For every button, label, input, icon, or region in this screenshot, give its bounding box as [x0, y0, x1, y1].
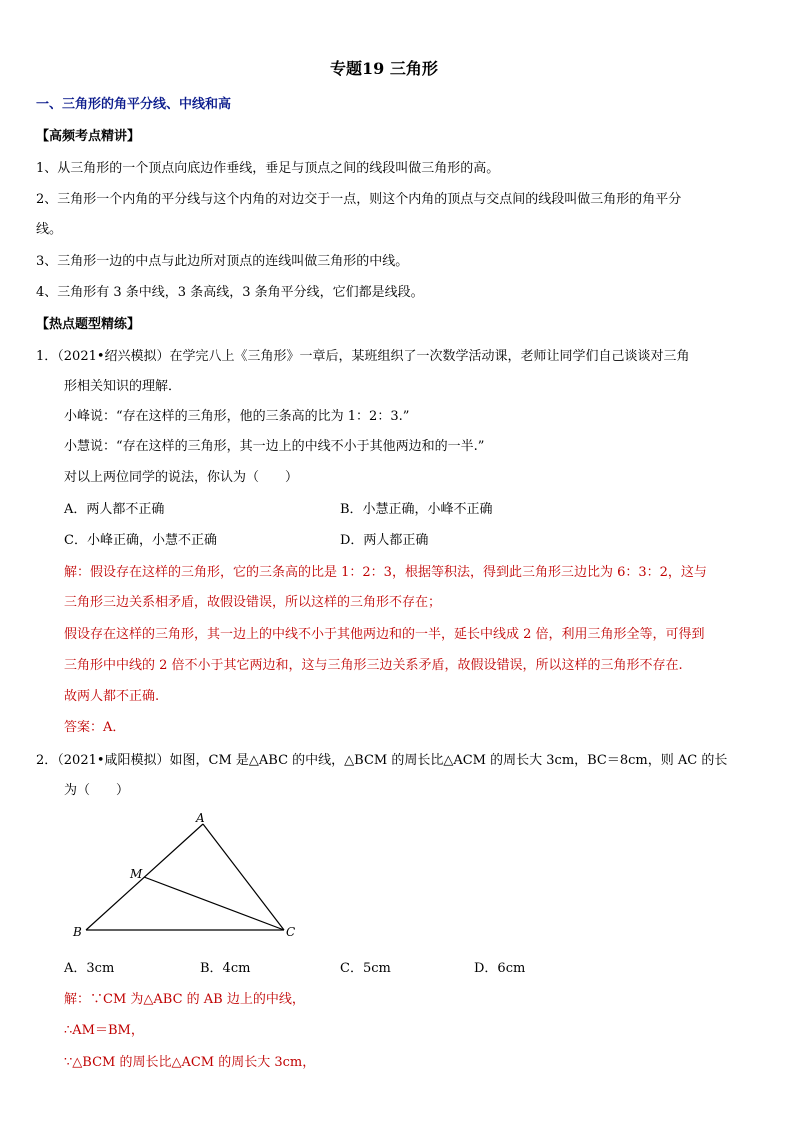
- q1-solution-3: 假设存在这样的三角形，其一边上的中线不小于其他两边和的一半，延长中线成 2 倍，利用三角形全等，可得到: [64, 627, 705, 642]
- q1-solution-5: 故两人都不正确.: [64, 689, 160, 704]
- q2-solution-1: 解：∵CM 为△ABC 的 AB 边上的中线，: [64, 992, 305, 1007]
- vertex-label-c: C: [286, 925, 296, 939]
- vertex-label-a: A: [196, 811, 205, 825]
- section-heading: 一、三角形的角平分线、中线和高: [36, 97, 232, 112]
- q2-option-a: A．3cm: [64, 961, 115, 976]
- q1-line-5: 对以上两位同学的说法，你认为（ ）: [64, 470, 299, 485]
- q1-solution-4: 三角形中中线的 2 倍不小于其它两边和，这与三角形三边关系矛盾，故假设错误，所以这样的三角形不存在.: [64, 658, 683, 673]
- vertex-label-m: M: [130, 867, 143, 881]
- vertex-label-b: B: [73, 925, 82, 939]
- q1-line-4: 小慧说：“存在这样的三角形，其一边上的中线不小于其他两边和的一半.”: [64, 439, 485, 454]
- q2-solution-3: ∵△BCM 的周长比△ACM 的周长大 3cm，: [64, 1055, 316, 1070]
- point-3: 3、三角形一边的中点与此边所对顶点的连线叫做三角形的中线。: [36, 254, 409, 269]
- points-heading: 【高频考点精讲】: [36, 129, 141, 144]
- point-2: 2、三角形一个内角的平分线与这个内角的对边交于一点，则这个内角的顶点与交点间的线段叫做三角形的角平分: [36, 192, 682, 207]
- q2-option-b: B．4cm: [200, 961, 251, 976]
- q2-solution-2: ∴AM＝BM，: [64, 1023, 144, 1038]
- q2-option-c: C．5cm: [340, 961, 391, 976]
- q1-option-d: D．两人都正确: [340, 533, 429, 548]
- q1-line-1: 1．（2021•绍兴模拟）在学完八上《三角形》一章后，某班组织了一次数学活动课，老师让同学们自己谈谈对三角: [36, 349, 690, 364]
- page-title: 专题19 三角形: [330, 59, 438, 78]
- practice-heading: 【热点题型精练】: [36, 317, 141, 332]
- q1-line-2: 形相关知识的理解．: [64, 379, 182, 394]
- q1-option-c: C．小峰正确，小慧不正确: [64, 533, 217, 548]
- q1-answer: 答案：A．: [64, 720, 126, 735]
- q1-solution-1: 解：假设存在这样的三角形，它的三条高的比是 1：2：3，根据等积法，得到此三角形三边比为 6：3：2，这与: [64, 565, 707, 580]
- q2-option-d: D．6cm: [474, 961, 526, 976]
- q1-option-b: B．小慧正确，小峰不正确: [340, 502, 493, 517]
- point-2-cont: 线。: [36, 222, 63, 237]
- q2-line-1: 2．（2021•咸阳模拟）如图，CM 是△ABC 的中线，△BCM 的周长比△ACM 的周长大 3cm，BC＝8cm，则 AC 的长: [36, 753, 728, 768]
- point-4: 4、三角形有 3 条中线，3 条高线，3 条角平分线，它们都是线段。: [36, 285, 424, 300]
- triangle-figure: [60, 810, 320, 940]
- q2-line-2: 为（ ）: [64, 783, 130, 798]
- q1-option-a: A．两人都不正确: [64, 502, 165, 517]
- q1-solution-2: 三角形三边关系相矛盾，故假设错误，所以这样的三角形不存在；: [64, 595, 442, 610]
- q1-line-3: 小峰说：“存在这样的三角形，他的三条高的比为 1：2：3.”: [64, 409, 410, 424]
- point-1: 1、从三角形的一个顶点向底边作垂线，垂足与顶点之间的线段叫做三角形的高。: [36, 161, 500, 176]
